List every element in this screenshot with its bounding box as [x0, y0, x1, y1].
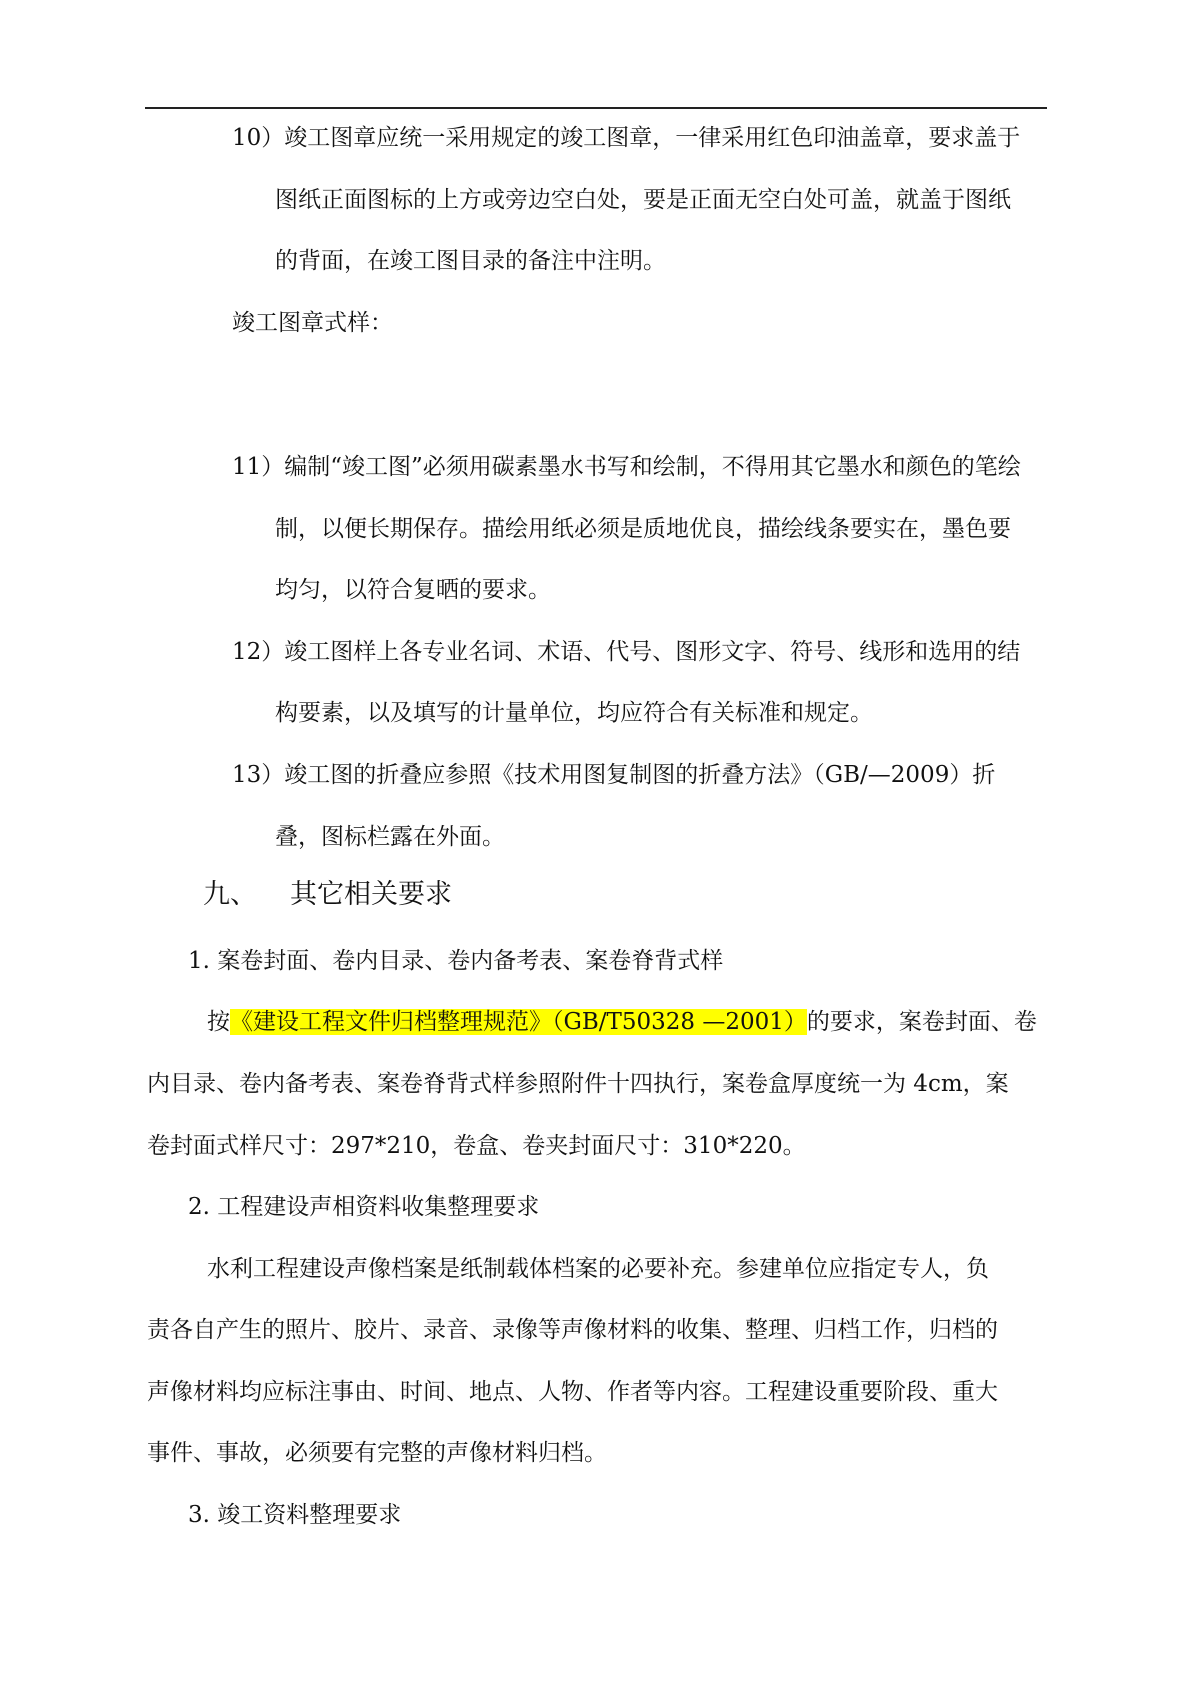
section-9-title: 其它相关要求: [290, 879, 452, 910]
header-rule: [145, 107, 1047, 109]
item-13-line-1: 13）竣工图的折叠应参照《技术用图复制图的折叠方法》（GB/—2009）折: [232, 762, 996, 788]
item-10-line-2: 图纸正面图标的上方或旁边空白处，要是正面无空白处可盖，就盖于图纸: [275, 187, 1011, 213]
item-12-line-1: 12）竣工图样上各专业名词、术语、代号、图形文字、符号、线形和选用的结: [232, 639, 1021, 665]
sub-2-paragraph-line-1: 水利工程建设声像档案是纸制载体档案的必要补充。参建单位应指定专人，负: [207, 1256, 989, 1282]
highlighted-standard-reference: 《建设工程文件归档整理规范》（GB/T50328 —2001）: [230, 1009, 807, 1035]
sub-1-paragraph-line-3: 卷封面式样尺寸：297*210，卷盒、卷夹封面尺寸：310*220。: [147, 1133, 806, 1159]
sub-1-heading: 1. 案卷封面、卷内目录、卷内备考表、案卷脊背式样: [188, 948, 724, 974]
sub-1-paragraph-line-2: 内目录、卷内备考表、案卷脊背式样参照附件十四执行，案卷盒厚度统一为 4cm，案: [147, 1071, 1009, 1097]
item-11-line-3: 均匀，以符合复晒的要求。: [275, 577, 551, 603]
sub-2-paragraph-line-4: 事件、事故，必须要有完整的声像材料归档。: [147, 1440, 607, 1466]
sub-1-paragraph-line-1: [207, 1006, 1037, 1038]
section-9-number: 九、: [203, 879, 257, 910]
item-12-line-2: 构要素，以及填写的计量单位，均应符合有关标准和规定。: [275, 700, 873, 726]
sub-3-heading: 3. 竣工资料整理要求: [188, 1502, 402, 1528]
item-10-line-1: 10）竣工图章应统一采用规定的竣工图章，一律采用红色印油盖章，要求盖于: [232, 125, 1021, 151]
sub-2-paragraph-line-2: 责各自产生的照片、胶片、录音、录像等声像材料的收集、整理、归档工作，归档的: [147, 1317, 998, 1343]
item-10-line-3: 的背面，在竣工图目录的备注中注明。: [275, 248, 666, 274]
item-11-line-1: 11）编制“竣工图”必须用碳素墨水书写和绘制，不得用其它墨水和颜色的笔绘: [232, 454, 1021, 480]
stamp-sample-label: 竣工图章式样：: [232, 310, 393, 336]
sub-1-suffix: 的要求，案卷封面、卷: [806, 1009, 1037, 1035]
sub-2-paragraph-line-3: 声像材料均应标注事由、时间、地点、人物、作者等内容。工程建设重要阶段、重大: [147, 1379, 998, 1405]
item-13-line-2: 叠，图标栏露在外面。: [275, 824, 505, 850]
item-11-line-2: 制，以便长期保存。描绘用纸必须是质地优良，描绘线条要实在，墨色要: [275, 516, 1011, 542]
sub-1-prefix: 按: [207, 1009, 230, 1035]
sub-2-heading: 2. 工程建设声相资料收集整理要求: [188, 1194, 540, 1220]
